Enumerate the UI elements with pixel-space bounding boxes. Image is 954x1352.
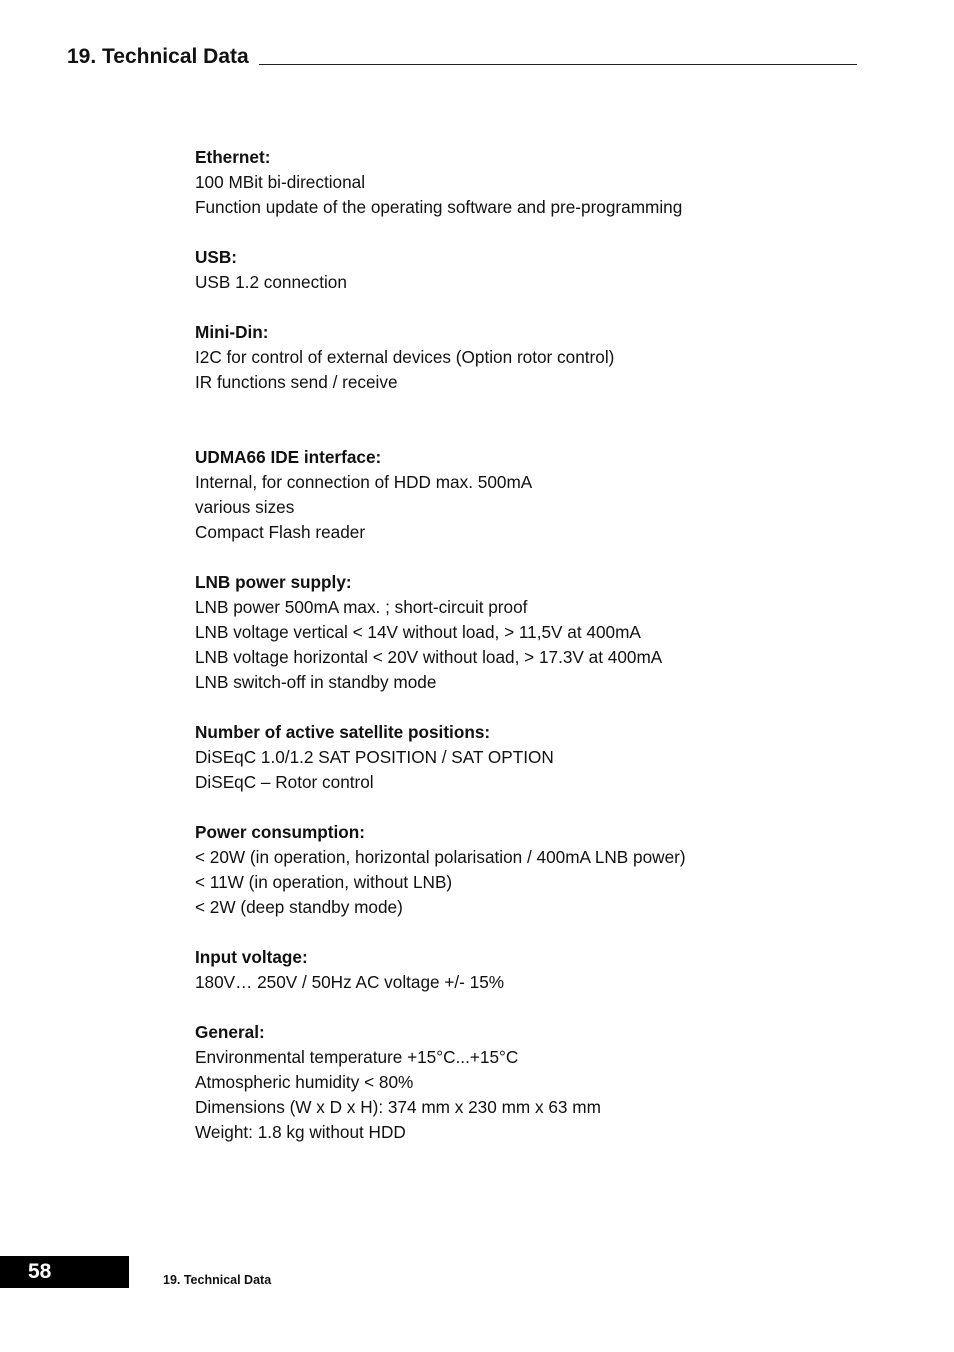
section-line: IR functions send / receive (195, 372, 398, 392)
section-line: USB 1.2 connection (195, 272, 347, 292)
section-lnb-power (195, 570, 835, 695)
section-line: < 2W (deep standby mode) (195, 897, 403, 917)
page-number: 58 (0, 1256, 129, 1288)
section-title: Ethernet: (195, 147, 271, 167)
header-rule (259, 64, 857, 65)
section-line: LNB switch-off in standby mode (195, 672, 437, 692)
section-general (195, 1020, 835, 1145)
section-line: < 20W (in operation, horizontal polarisation / 400mA LNB power) (195, 847, 686, 867)
footer-title: 19. Technical Data (163, 1273, 272, 1287)
section-line: Function update of the operating software and pre-programming (195, 197, 683, 217)
section-line: 180V… 250V / 50Hz AC voltage +/- 15% (195, 972, 505, 992)
section-title: UDMA66 IDE interface: (195, 447, 382, 467)
section-title: LNB power supply: (195, 572, 352, 592)
section-usb (195, 245, 835, 295)
section-power-consumption (195, 820, 835, 920)
section-line: LNB voltage horizontal < 20V without load, > 17.3V at 400mA (195, 647, 663, 667)
section-line: LNB voltage vertical < 14V without load, > 11,5V at 400mA (195, 622, 641, 642)
section-line: LNB power 500mA max. ; short-circuit proof (195, 597, 528, 617)
section-mini-din (195, 320, 835, 395)
section-title: Number of active satellite positions: (195, 722, 491, 742)
section-line: Dimensions (W x D x H): 374 mm x 230 mm x 63 mm (195, 1097, 601, 1117)
section-line: I2C for control of external devices (Option rotor control) (195, 347, 615, 367)
technical-data-content (195, 145, 835, 1145)
section-line: Environmental temperature +15°C...+15°C (195, 1047, 519, 1067)
section-ethernet (195, 145, 835, 220)
page-title: 19. Technical Data (67, 45, 249, 68)
section-line: 100 MBit bi-directional (195, 172, 366, 192)
section-line: Compact Flash reader (195, 522, 366, 542)
section-title: USB: (195, 247, 238, 267)
section-title: Input voltage: (195, 947, 308, 967)
section-title: Mini-Din: (195, 322, 269, 342)
section-title: General: (195, 1022, 265, 1042)
section-title: Power consumption: (195, 822, 365, 842)
section-line: various sizes (195, 497, 295, 517)
section-satellite-positions (195, 720, 835, 795)
section-line: DiSEqC – Rotor control (195, 772, 374, 792)
section-input-voltage (195, 945, 835, 995)
section-line: Internal, for connection of HDD max. 500mA (195, 472, 533, 492)
page-header (67, 42, 857, 72)
section-line: Atmospheric humidity < 80% (195, 1072, 414, 1092)
section-line: DiSEqC 1.0/1.2 SAT POSITION / SAT OPTION (195, 747, 554, 767)
section-udma66 (195, 445, 835, 545)
section-line: Weight: 1.8 kg without HDD (195, 1122, 406, 1142)
section-line: < 11W (in operation, without LNB) (195, 872, 453, 892)
